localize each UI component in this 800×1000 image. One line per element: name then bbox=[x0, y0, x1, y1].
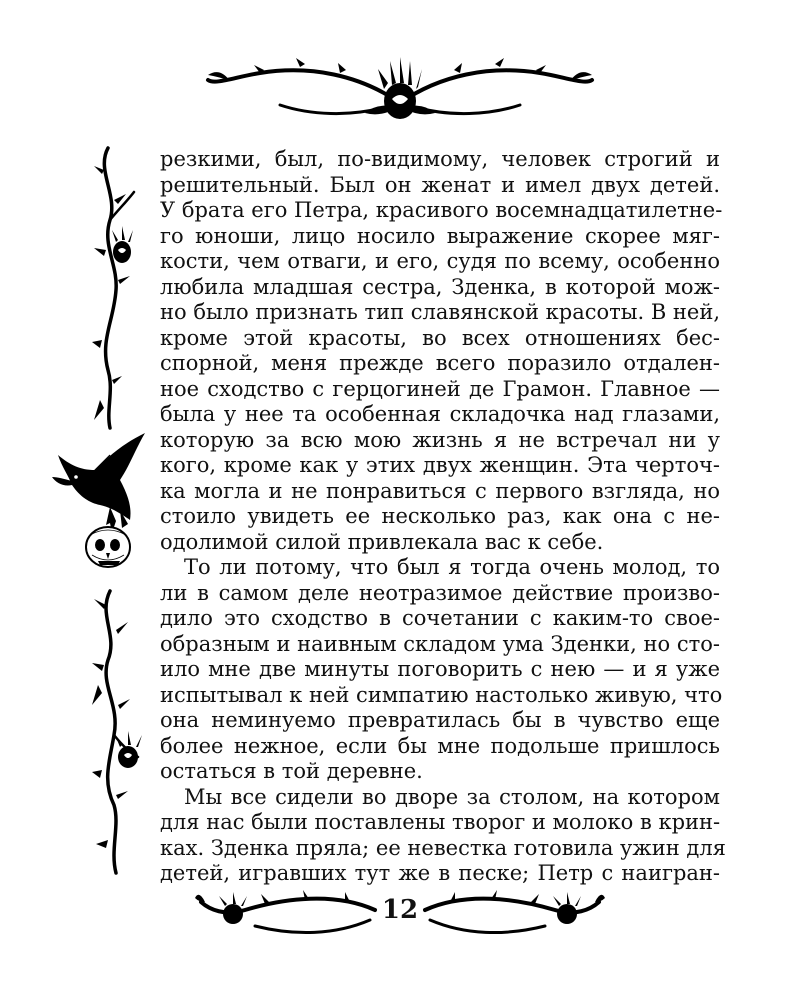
paragraph-2 bbox=[160, 555, 723, 785]
raven-skull-illustration bbox=[50, 425, 160, 575]
text-line: для нас были поставлены творог и молоко в крин- bbox=[160, 810, 721, 834]
body-text bbox=[160, 147, 726, 887]
text-line: ило мне две минуты поговорить с нею — и я уже bbox=[160, 657, 720, 681]
text-line: У брата его Петра, красивого восемнадцатилетне- bbox=[160, 198, 723, 222]
text-line: решительный. Был он женат и имел двух детей. bbox=[160, 172, 720, 197]
text-line: стоило увидеть ее несколько раз, как она с не- bbox=[160, 504, 720, 528]
text-line: остаться в той деревне. bbox=[160, 759, 423, 783]
text-line: дило это сходство в сочетании с каким-то свое- bbox=[160, 606, 720, 630]
text-line: ка могла и не понравиться с первого взгляда, но bbox=[160, 478, 720, 503]
text-line: То ли потому, что был я тогда очень молод, то bbox=[184, 555, 720, 579]
text-line: одолимой силой привлекала вас к себе. bbox=[160, 529, 604, 554]
text-line: детей, игравших тут же в песке; Петр с наигран- bbox=[160, 861, 720, 885]
text-line: го юноши, лицо носило выражение скорее мяг- bbox=[160, 223, 720, 248]
text-line: кости, чем отваги, и его, судя по всему, особенно bbox=[160, 249, 720, 273]
left-vine-ornament-bottom bbox=[88, 585, 148, 875]
text-line: но было признать тип славянской красоты. В ней, bbox=[160, 300, 721, 324]
paragraph-1 bbox=[160, 147, 723, 555]
text-line: любила младшая сестра, Зденка, в которой мож- bbox=[160, 274, 720, 299]
text-line: была у нее та особенная складочка над глазами, bbox=[160, 402, 720, 426]
text-line: кого, кроме как у этих двух женщин. Эта черточ- bbox=[160, 453, 720, 477]
paragraph-3 bbox=[160, 784, 726, 887]
page-number: 12 bbox=[381, 895, 419, 925]
text-line: испытывал к ней симпатию настолько живую, что bbox=[160, 682, 723, 707]
text-line: ках. Зденка пряла; ее невестка готовила ужин для bbox=[160, 835, 726, 860]
text-line: резкими, был, по-видимому, человек строгий и bbox=[160, 147, 720, 171]
text-line: Мы все сидели во дворе за столом, на котором bbox=[184, 784, 720, 809]
text-line: кроме этой красоты, во всех отношениях бес- bbox=[160, 325, 720, 350]
text-line: более нежное, если бы мне подольше пришлось bbox=[160, 733, 720, 758]
left-vine-ornament-top bbox=[88, 140, 138, 430]
top-thistle-ornament bbox=[200, 55, 600, 125]
text-line: которую за всю мою жизнь я не встречал ни у bbox=[160, 427, 720, 452]
text-line: она неминуемо превратилась бы в чувство еще bbox=[160, 708, 720, 732]
text-line: ное сходство с герцогиней де Грамон. Главное — bbox=[160, 376, 720, 401]
text-line: спорной, меня прежде всего поразило отдален- bbox=[160, 351, 720, 375]
text-line: ли в самом деле неотразимое действие произво- bbox=[160, 580, 720, 605]
text-line: образным и наивным складом ума Зденки, но сто- bbox=[160, 631, 720, 656]
